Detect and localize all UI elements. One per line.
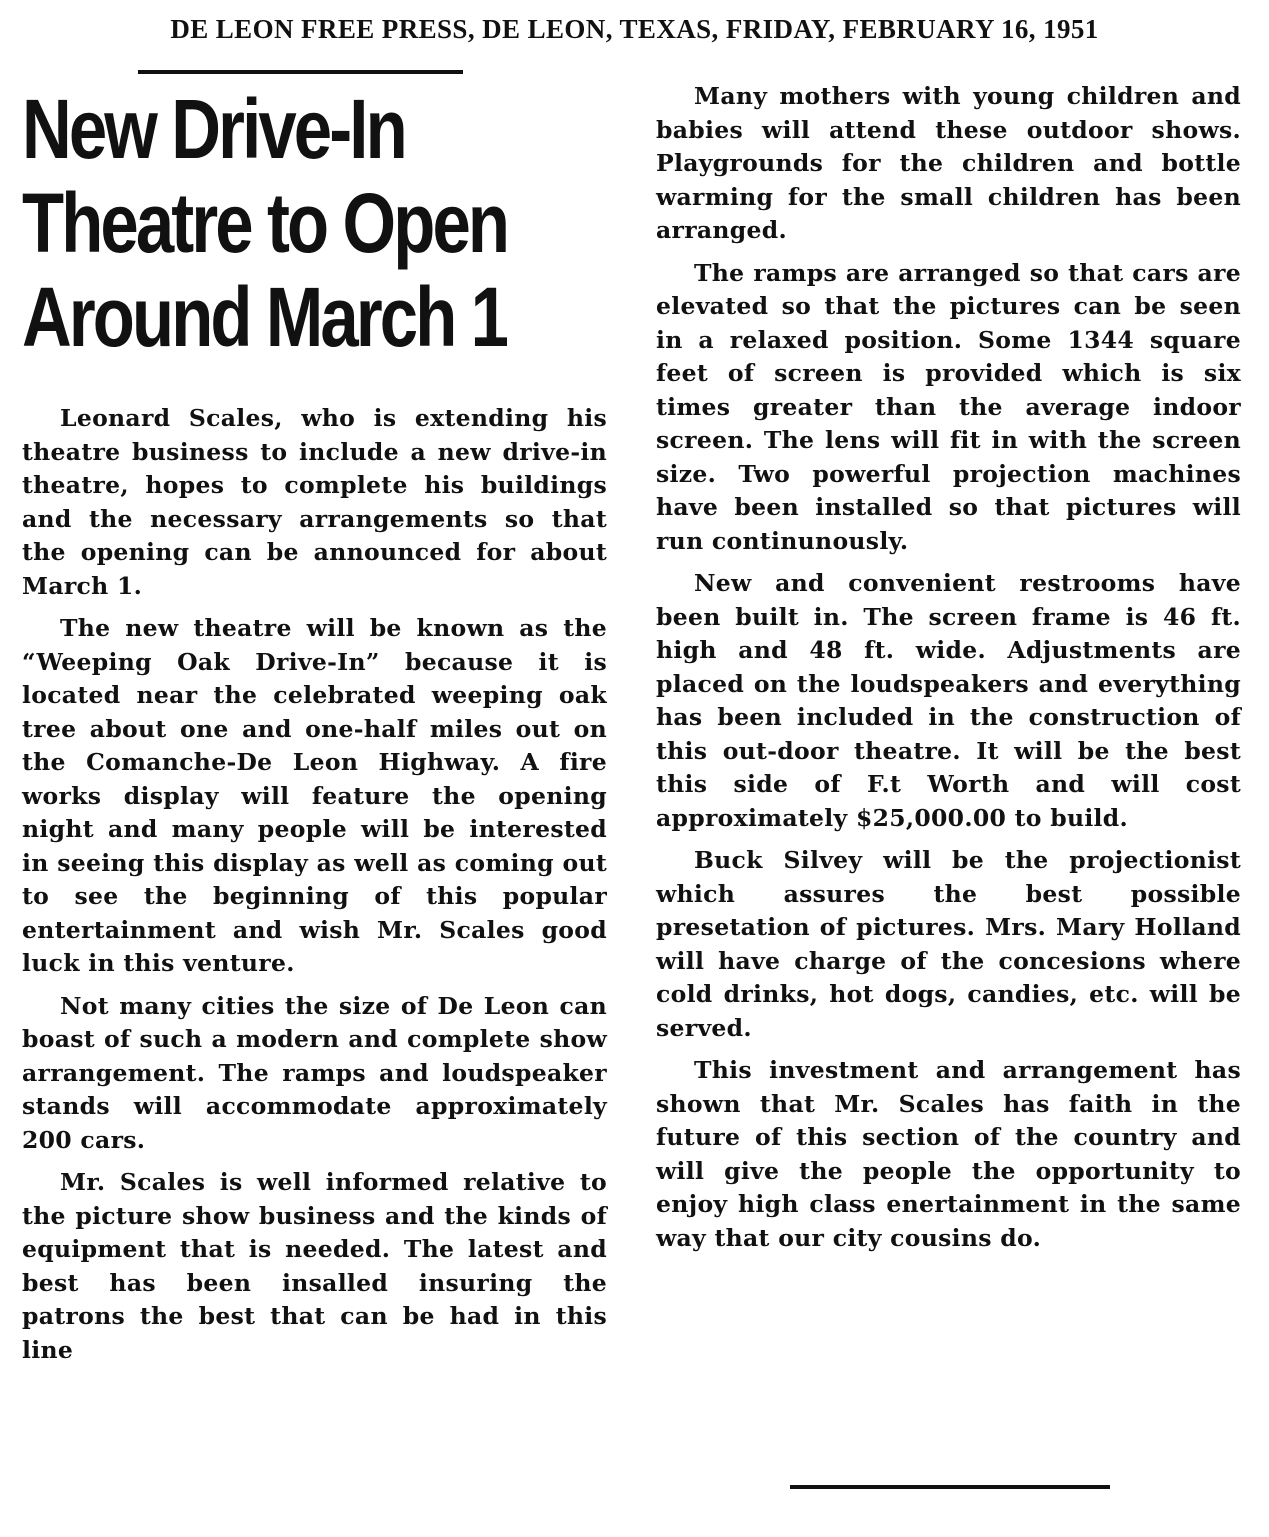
paragraph: Leonard Scales, who is extending his theatre business to include a new drive-in theatre, hopes to complete his buildings and the necessary arrangements so that the opening can be announced for about March 1. <box>22 404 607 600</box>
masthead-rule <box>138 70 463 74</box>
paragraph: The new theatre will be known as the “Weeping Oak Drive-In” because it is located near the celebrated weeping oak tree about one and one-half miles out on the Comanche-De Leon Highway. A fire works display will feature the opening night and many people will be interested in seeing this display as well as coming out to see the beginning of this popular entertainment and wish Mr. Scales good luck in this venture. <box>22 614 607 977</box>
paragraph: New and convenient restrooms have been built in. The screen frame is 46 ft. high and 48 ft. wide. Adjustments are placed on the loudspeakers and everything has been included in the construction of this out-door theatre. It will be the best this side of F.t Worth and will cost approximately $25,000.00 to build. <box>656 569 1241 832</box>
paragraph: This investment and arrangement has shown that Mr. Scales has faith in the future of this section of the country and will give the people the opportunity to enjoy high class enertainment in the same way that our city cousins do. <box>656 1056 1241 1252</box>
paragraph: Not many cities the size of De Leon can boast of such a modern and complete show arrangement. The ramps and loudspeaker stands will accommodate approximately 200 cars. <box>22 991 607 1154</box>
paragraph: The ramps are arranged so that cars are elevated so that the pictures can be seen in a relaxed position. Some 1344 square feet of screen is provided which is six times greater than the average indoor screen. The lens will fit in with the screen size. Two powerful projection machines have been installed so that pictures will run continunously. <box>656 258 1241 555</box>
headline-line-3: Around March 1 <box>22 270 507 364</box>
headline-line-1: New Drive-In <box>22 82 405 176</box>
article-right-column <box>656 80 1241 1264</box>
paragraph: Many mothers with young children and babies will attend these outdoor shows. Playgrounds for the children and bottle warming for the small children has been arranged. <box>656 82 1241 244</box>
article-left-column <box>22 82 607 1376</box>
headline <box>22 82 612 364</box>
paragraph: Buck Silvey will be the projectionist which assures the best possible presetation of pictures. Mrs. Mary Holland will have charge of the concesions where cold drinks, hot dogs, candies, etc. will be served. <box>656 846 1241 1042</box>
masthead: DE LEON FREE PRESS, DE LEON, TEXAS, FRIDAY, FEBRUARY 16, 1951 <box>170 14 1099 44</box>
paragraph: Mr. Scales is well informed relative to the picture show business and the kinds of equipment that is needed. The latest and best has been insalled insuring the patrons the best that can be had in this line <box>22 1168 607 1364</box>
article-body-left <box>22 402 607 1367</box>
end-rule <box>790 1485 1110 1489</box>
headline-line-2: Theatre to Open <box>22 176 508 270</box>
